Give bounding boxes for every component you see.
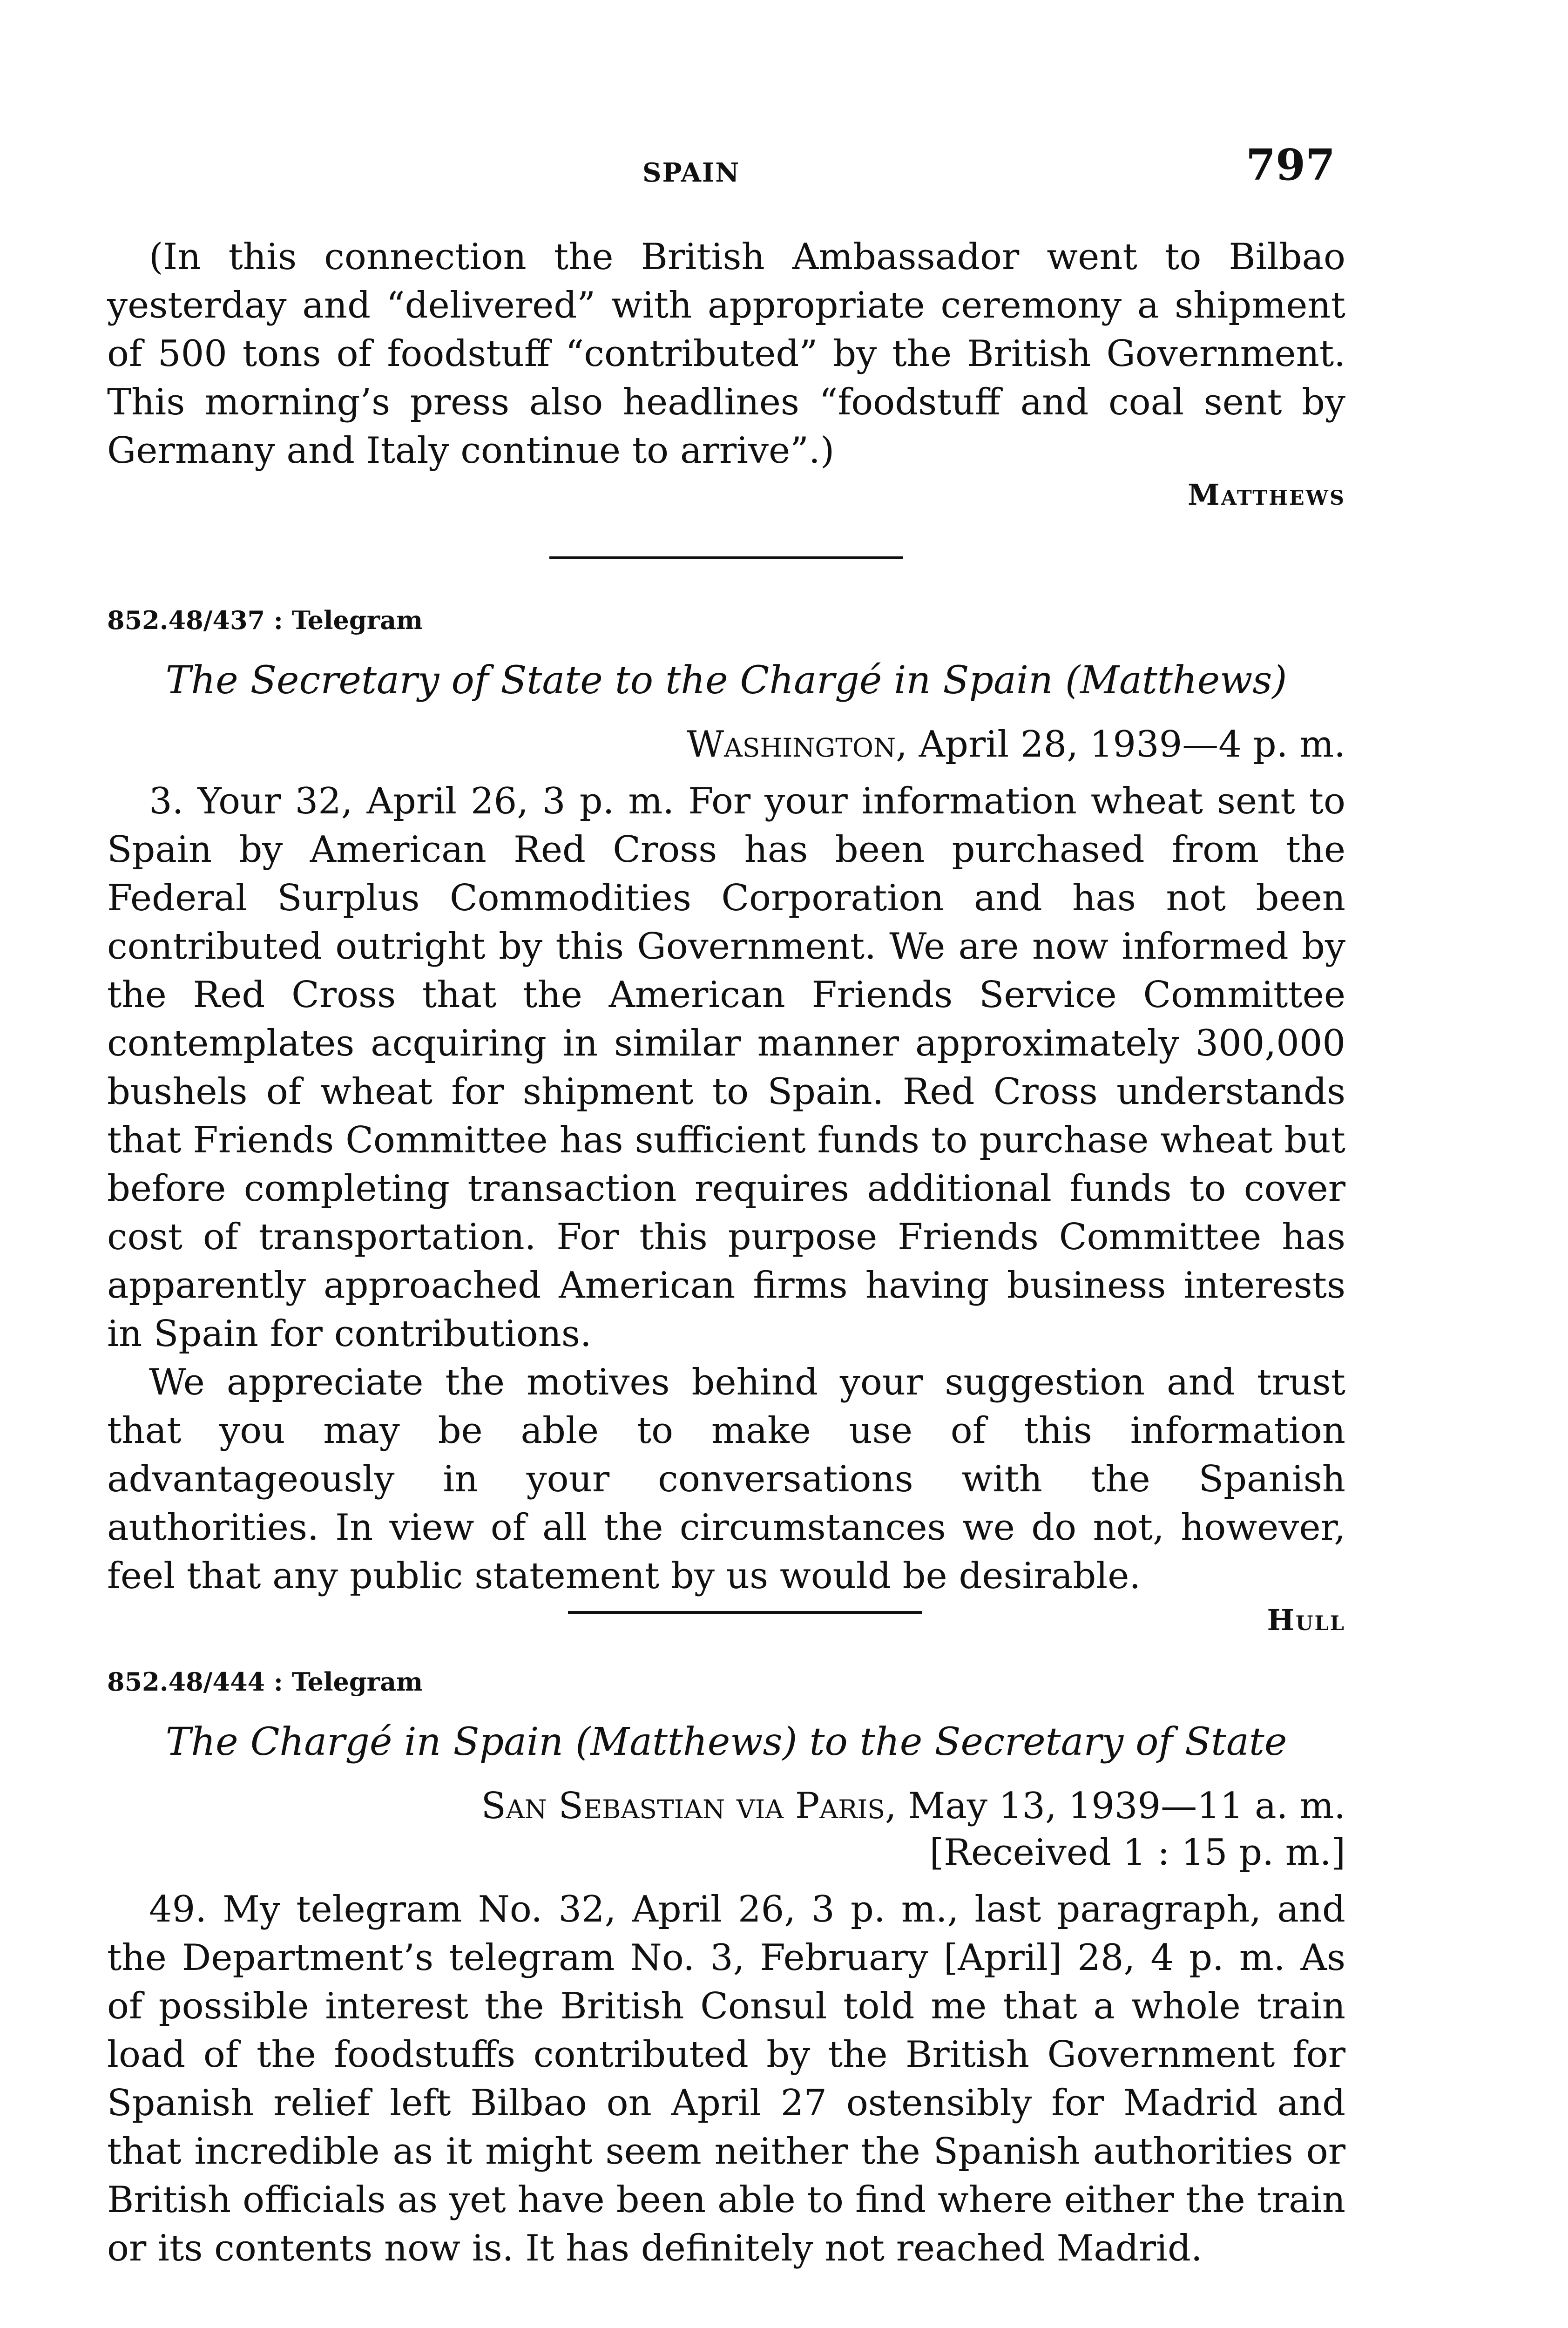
telegram-heading: The Chargé in Spain (Matthews) to the Secretary of State [165,1720,1287,1764]
file-number: 852.48/437 : Telegram [107,605,423,635]
running-head: SPAIN [642,157,740,188]
section-continuation [107,233,1345,512]
telegram-heading: The Secretary of State to the Chargé in Spain (Matthews) [165,658,1287,703]
received-time: [Received 1 : 15 p. m.] [929,1832,1345,1874]
dateline-place: San Sebastian via Paris, [481,1785,897,1827]
page-number: 797 [1245,140,1335,190]
telegram-paragraph-1: 3. Your 32, April 26, 3 p. m. For your information wheat sent to Spain by American Red Cross has been purchased from the Federal Surplus Commodities Corporation and has not been contributed outright by this Government. We are now informed by the Red Cross that the American Friends Service Committee contemplates acquiring in similar manner approximately 300,000 bushels of wheat for shipment to Spain. Red Cross understands that Friends Committee has sufficient funds to purchase wheat but before completing transaction requires additional funds to cover cost of transportation. For this purpose Friends Committee has apparently approached American firms having business interests in Spain for contributions. [107,780,1345,1355]
dateline [107,1783,1345,1829]
signature-hull: Hull [1267,1603,1345,1637]
telegram-paragraph-2: We appreciate the motives behind your suggestion and trust that you may be able to make use of this information advantageously in your conversations with the Spanish authorities. In view of all the circumstances we do not, however, feel that any public statement by us would be desirable. [107,1361,1345,1597]
dateline-place: Washington, [686,724,907,765]
continuation-paragraph: (In this connection the British Ambassador went to Bilbao yesterday and “delivered” with appropriate ceremony a shipment of 500 tons of foodstuff “contributed” by the British Government. This morning’s press also headlines “foodstuff and coal sent by Germany and Italy continue to arrive”.) [107,236,1345,472]
telegram-paragraph-1: 49. My telegram No. 32, April 26, 3 p. m., last paragraph, and the Department’s telegram No. 3, February [April] 28, 4 p. m. As of possible interest the British Consul told me that a whole train load of the foodstuffs contributed by the British Government for Spanish relief left Bilbao on April 27 ostensibly for Madrid and that incredible as it might seem neither the Spanish authorities or British officials as yet have been able to find where either the train or its contents now is. It has definitely not reached Madrid. [107,1888,1345,2269]
dateline-date: April 28, 1939—4 p. m. [919,724,1345,765]
section-divider [568,1611,922,1614]
file-number: 852.48/444 : Telegram [107,1667,423,1697]
dateline [107,721,1345,768]
section-telegram-444 [107,1667,1345,2273]
signature-matthews: Matthews [1188,478,1345,512]
section-divider [549,556,903,559]
section-telegram-437 [107,605,1345,1637]
dateline-date: May 13, 1939—11 a. m. [908,1785,1345,1827]
